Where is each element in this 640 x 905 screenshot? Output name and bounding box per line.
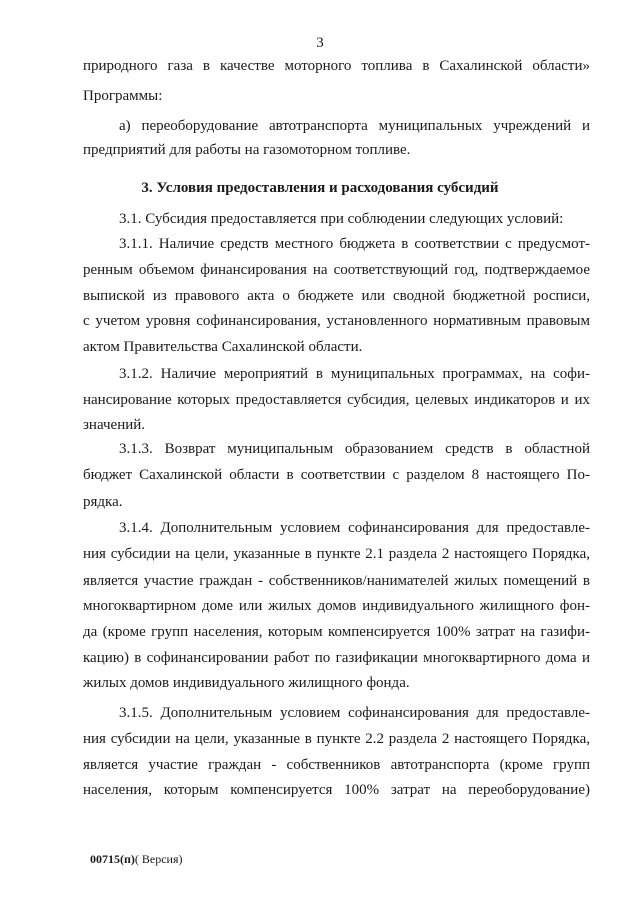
section-heading: 3. Условия предоставления и расходования субсидий <box>141 180 499 196</box>
text-line: нансирование которых предоставляется субсидия, целевых индикаторов и их <box>83 392 590 408</box>
text-line: а) переоборудование автотранспорта муниципальных учреждений и <box>119 118 590 134</box>
text-line: 3.1.1. Наличие средств местного бюджета в соответствии с предусмот- <box>119 236 590 252</box>
text-line: жилых домов индивидуального жилищного фонда. <box>83 675 410 691</box>
text-line: кацию) в софинансировании работ по газификации многоквартирного дома и <box>83 650 590 666</box>
text-line: 3.1.3. Возврат муниципальным образованием средств в областной <box>119 441 590 457</box>
page-number: 3 <box>316 35 324 51</box>
text-line: является участие граждан - собственников/нанимателей жилых помещений в <box>83 573 590 589</box>
document-footer <box>90 852 183 867</box>
text-line: да (кроме групп населения, которым компенсируется 100% затрат на газифи- <box>83 624 590 640</box>
text-line: является участие граждан - собственников автотранспорта (кроме групп <box>83 757 590 773</box>
text-line: 3.1.5. Дополнительным условием софинансирования для предоставле- <box>119 705 590 721</box>
text-line: 3.1.2. Наличие мероприятий в муниципальных программах, на софи- <box>119 366 590 382</box>
text-line: ренным объемом финансирования на соответствующий год, подтверждаемое <box>83 262 590 278</box>
version-label: ( Версия) <box>134 852 183 866</box>
text-line: Программы: <box>83 88 163 104</box>
text-line: предприятий для работы на газомоторном топливе. <box>83 142 411 158</box>
text-line: значений. <box>83 417 146 433</box>
text-line: рядка. <box>83 494 123 510</box>
text-line: 3.1. Субсидия предоставляется при соблюдении следующих условий: <box>119 211 564 227</box>
text-line: актом Правительства Сахалинской области. <box>83 339 363 355</box>
text-line: природного газа в качестве моторного топлива в Сахалинской области» <box>83 58 590 74</box>
text-line: бюджет Сахалинской области в соответствии с разделом 8 настоящего По- <box>83 467 590 483</box>
text-line: населения, которым компенсируется 100% затрат на переоборудование) <box>83 782 590 798</box>
text-line: ния субсидии на цели, указанные в пункте 2.2 раздела 2 настоящего Порядка, <box>83 731 590 747</box>
text-line: 3.1.4. Дополнительным условием софинансирования для предоставле- <box>119 520 590 536</box>
text-line: ния субсидии на цели, указанные в пункте 2.1 раздела 2 настоящего Порядка, <box>83 546 590 562</box>
text-line: многоквартирном доме или жилых домов индивидуального жилищного фон- <box>83 598 590 614</box>
document-code: 00715(п) <box>90 852 135 866</box>
text-line: с учетом уровня софинансирования, установленного нормативным правовым <box>83 313 590 329</box>
text-line: выпиской из правового акта о бюджете или сводной бюджетной росписи, <box>83 288 590 304</box>
